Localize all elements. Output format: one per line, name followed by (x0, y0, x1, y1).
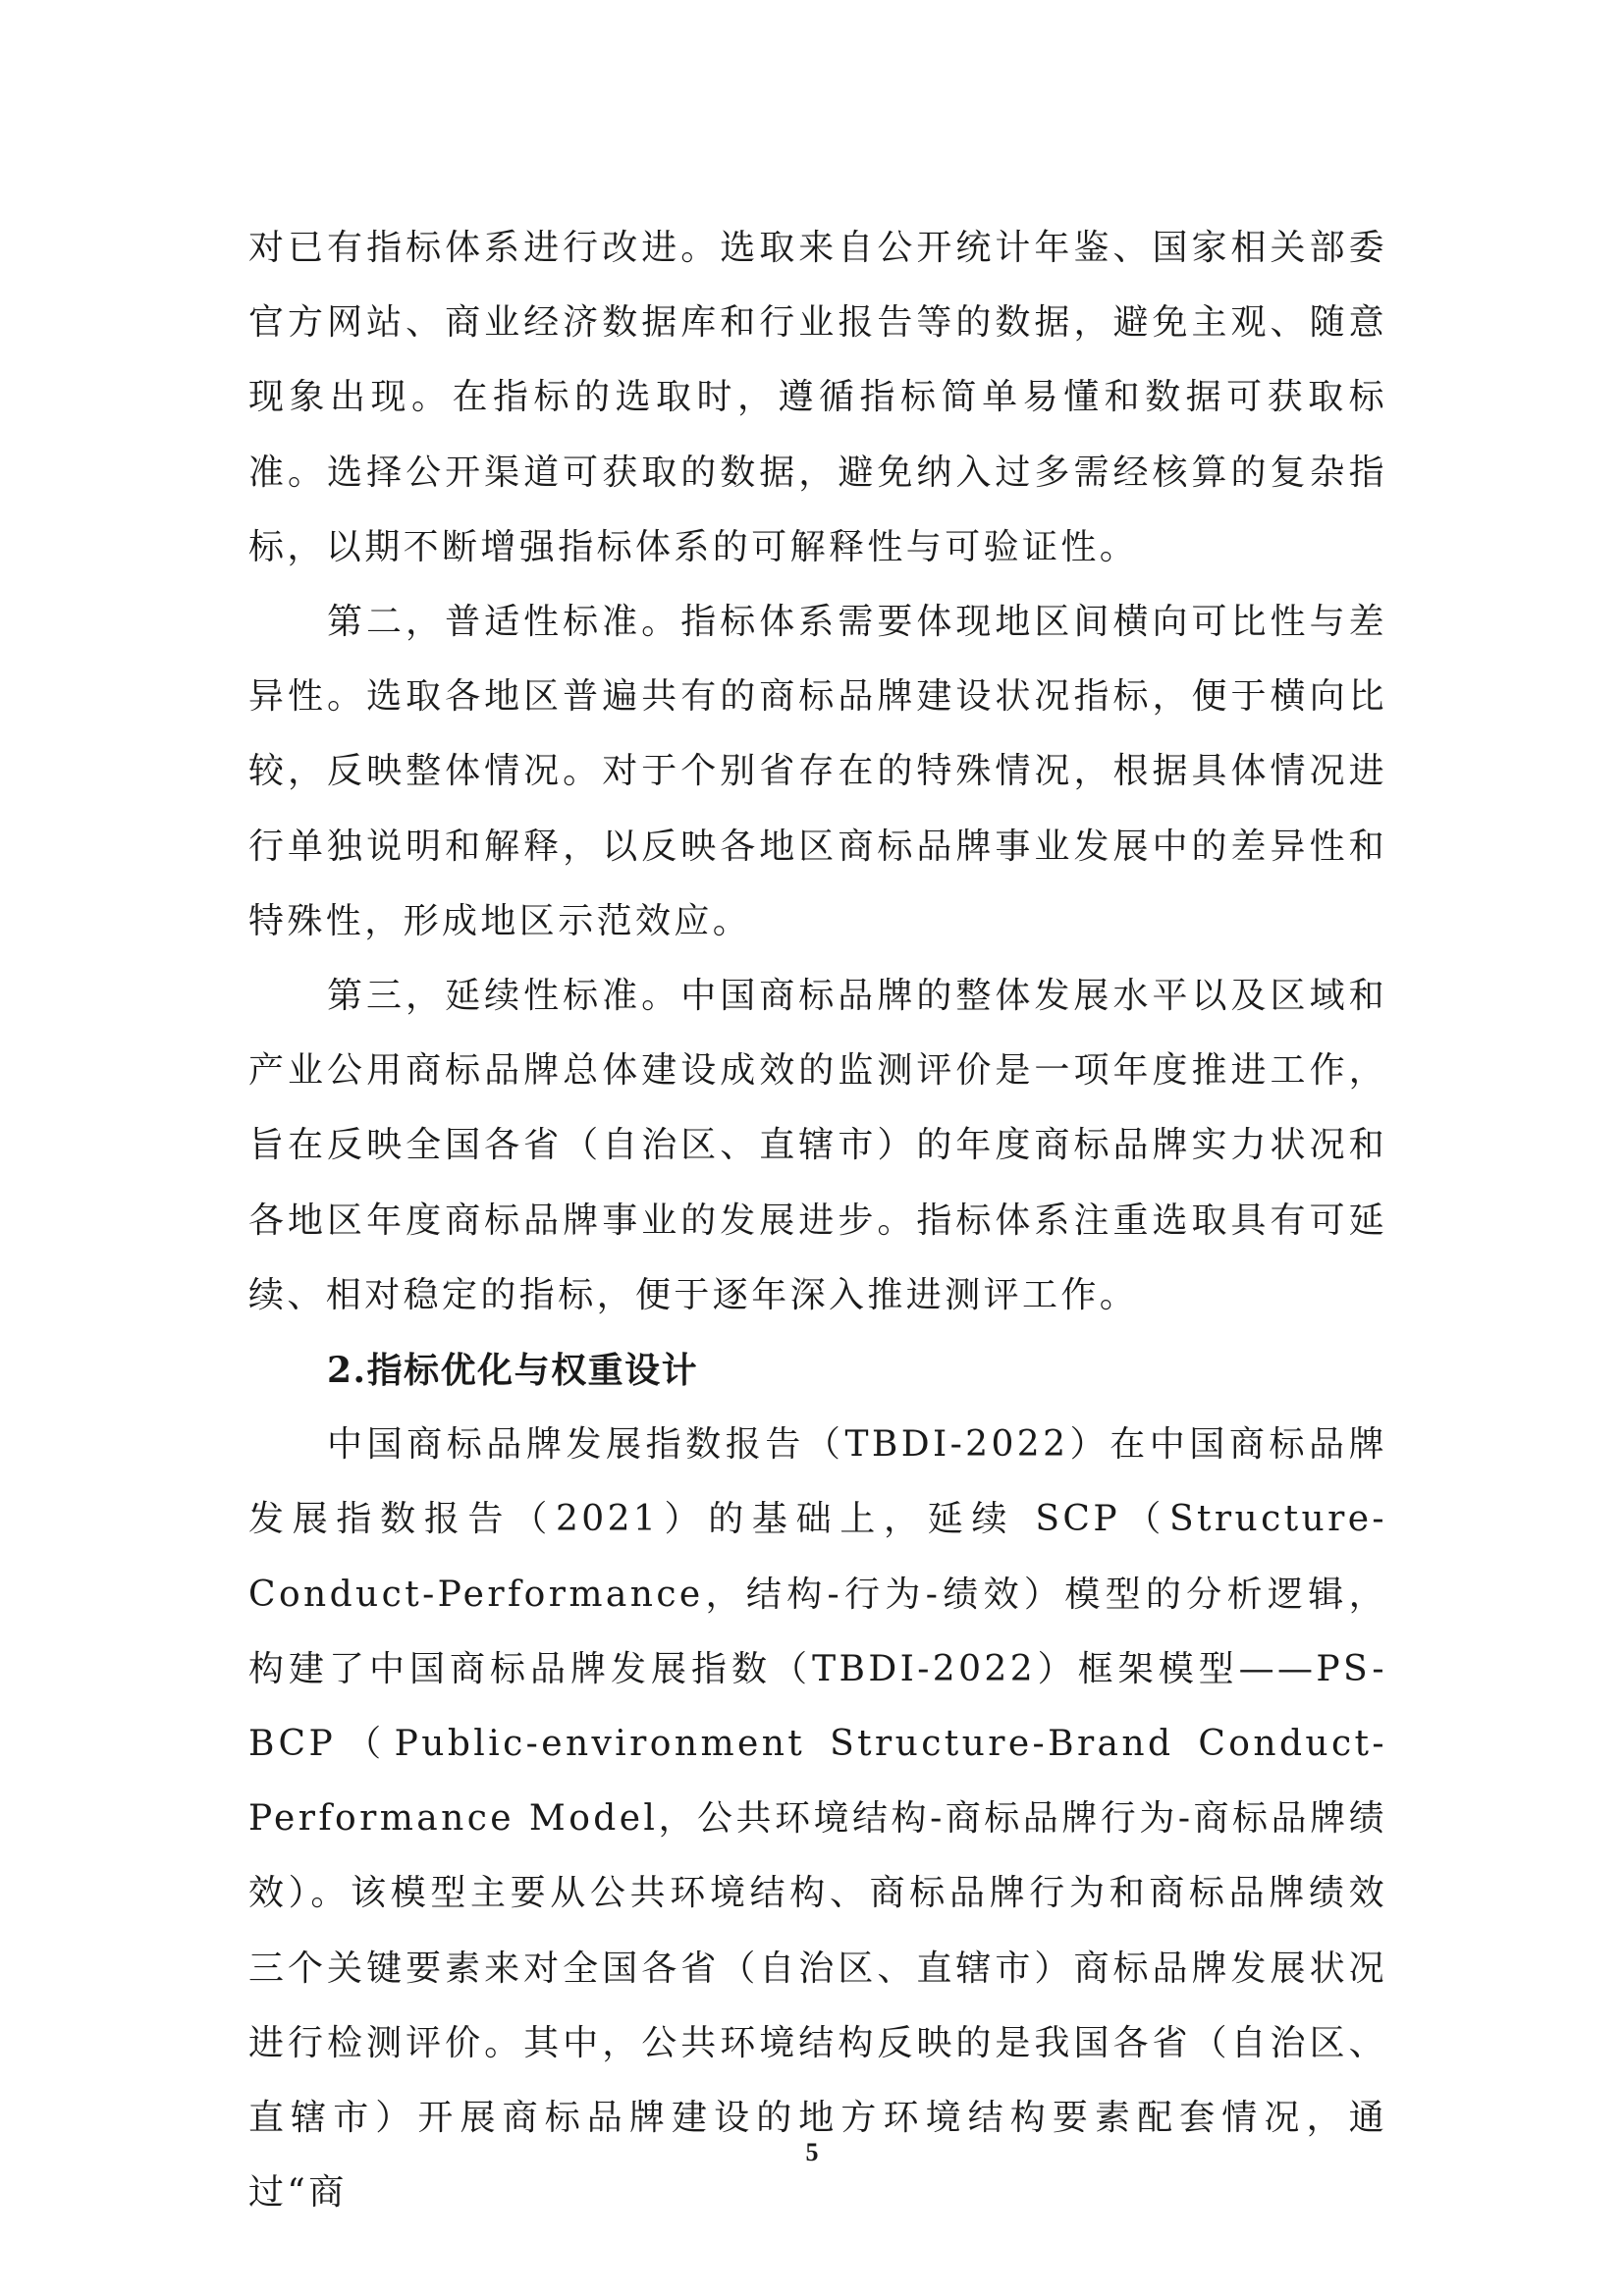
paragraph-standards-continued: 对已有指标体系进行改进。选取来自公开统计年鉴、国家相关部委官方网站、商业经济数据库和行业报告等的数据，避免主观、随意现象出现。在指标的选取时，遵循指标简单易懂和数据可获取标准。选择公开渠道可获取的数据，避免纳入过多需经核算的复杂指标，以期不断增强指标体系的可解释性与可验证性。 (248, 228, 1387, 567)
page-number: 5 (805, 2138, 819, 2166)
section-heading: 2.指标优化与权重设计 (327, 1350, 699, 1392)
document-body (248, 211, 1387, 2230)
paragraph-universality-standard: 第二，普适性标准。指标体系需要体现地区间横向可比性与差异性。选取各地区普遍共有的商标品牌建设状况指标，便于横向比较，反映整体情况。对于个别省存在的特殊情况，根据具体情况进行单独说明和解释，以反映各地区商标品牌事业发展中的差异性和特殊性，形成地区示范效应。 (248, 602, 1387, 941)
paragraph-model-description: 中国商标品牌发展指数报告（TBDI-2022）在中国商标品牌发展指数报告（2021）的基础上，延续 SCP（Structure-Conduct-Performance，结构-行为-绩效）模型的分析逻辑，构建了中国商标品牌发展指数（TBDI-2022）框架模型——PS-BCP（Public-environment Structure-Brand Conduct-Performance Model，公共环境结构-商标品牌行为-商标品牌绩效）。该模型主要从公共环境结构、商标品牌行为和商标品牌绩效三个关键要素来对全国各省（自治区、直辖市）商标品牌发展状况进行检测评价。其中，公共环境结构反映的是我国各省（自治区、直辖市）开展商标品牌建设的地方环境结构要素配套情况，通过“商 (248, 1424, 1387, 2214)
paragraph-continuity-standard: 第三，延续性标准。中国商标品牌的整体发展水平以及区域和产业公用商标品牌总体建设成效的监测评价是一项年度推进工作，旨在反映全国各省（自治区、直辖市）的年度商标品牌实力状况和各地区年度商标品牌事业的发展进步。指标体系注重选取具有可延续、相对稳定的指标，便于逐年深入推进测评工作。 (248, 976, 1387, 1315)
